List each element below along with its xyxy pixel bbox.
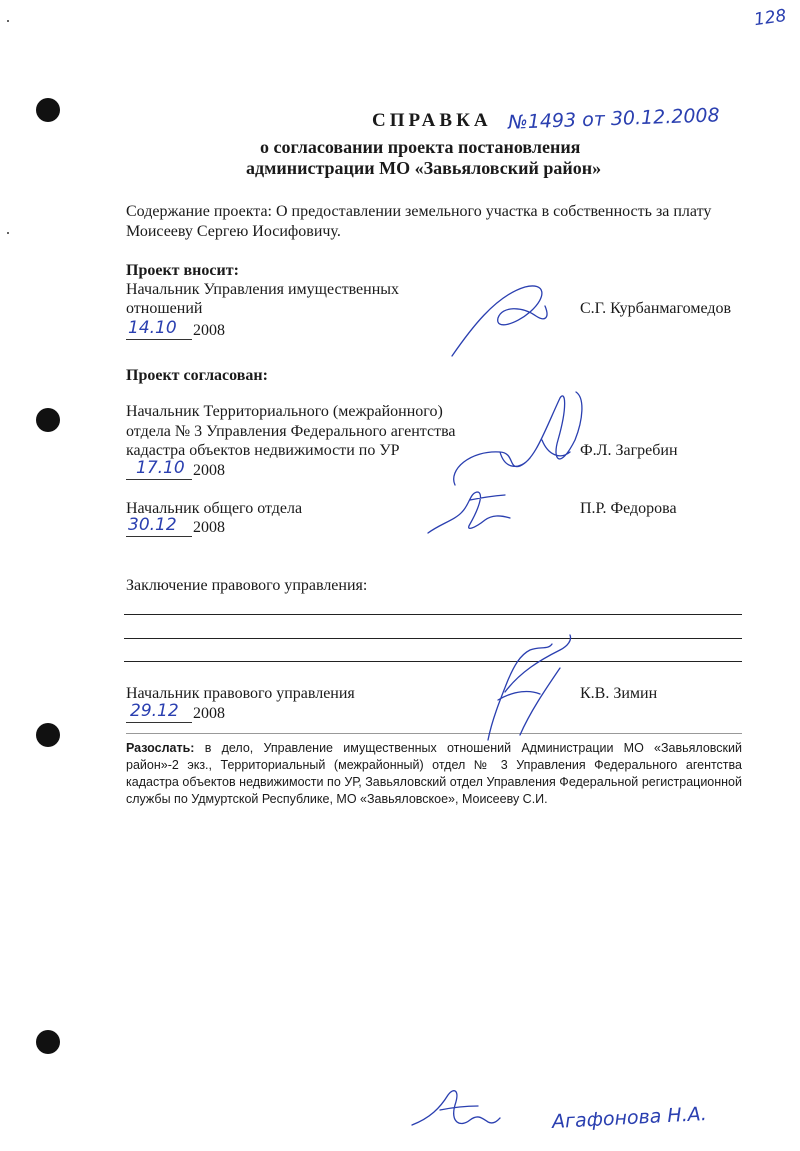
submitter-position-line-2: отношений bbox=[126, 300, 203, 317]
signature-zagrebin bbox=[454, 392, 582, 485]
legal-head-date-handwritten: 29.12 bbox=[130, 701, 179, 721]
submitter-date-handwritten: 14.10 bbox=[128, 318, 177, 338]
submitter-year: 2008 bbox=[193, 322, 225, 339]
approver-1-year: 2008 bbox=[193, 462, 225, 479]
scan-speck bbox=[7, 232, 9, 234]
page-number: 128 bbox=[752, 5, 788, 31]
signature-kurbanmagomedov bbox=[452, 286, 547, 356]
approver-2-year: 2008 bbox=[193, 519, 225, 536]
document-title: СПРАВКА bbox=[372, 110, 492, 131]
approver-1-date-handwritten: 17.10 bbox=[136, 458, 185, 478]
distribution-text: в дело, Управление имущественных отношений Администрации МО «Завьяловский район»-2 экз., Территориальный (межрайонный) отдел № 3 Управления Федерального агентства кадастра объектов недвижимости по УР, Завьяловский отдел Управления Федеральной регистрационной службы по Удмуртской Республике, МО «Завьяловское», Моисееву С.И. bbox=[126, 741, 742, 806]
approver-2-position: Начальник общего отдела bbox=[126, 500, 303, 517]
approver-1-position-line-1: Начальник Территориального (межрайонного) bbox=[126, 403, 443, 420]
submitter-position-line-1: Начальник Управления имущественных bbox=[126, 281, 400, 298]
legal-head-name: К.В. Зимин bbox=[580, 685, 658, 702]
signature-fedorova bbox=[428, 492, 510, 533]
submitter-name: С.Г. Курбанмагомедов bbox=[580, 300, 732, 317]
approver-1-name: Ф.Л. Загребин bbox=[580, 442, 678, 459]
bottom-handwritten-name: Агафонова Н.А. bbox=[551, 1102, 708, 1134]
project-content-line-2: Моисееву Сергею Иосифовичу. bbox=[126, 223, 341, 240]
legal-conclusion-label: Заключение правового управления: bbox=[126, 577, 368, 594]
handwritten-document-number: №1493 от 30.12.2008 bbox=[507, 104, 720, 134]
approved-heading: Проект согласован: bbox=[126, 367, 268, 384]
legal-head-position: Начальник правового управления bbox=[126, 685, 355, 702]
title-line-3: администрации МО «Завьяловский район» bbox=[246, 158, 602, 178]
signature-bottom bbox=[412, 1091, 500, 1125]
approver-2-date-handwritten: 30.12 bbox=[128, 515, 177, 535]
signature-zimin bbox=[488, 635, 571, 740]
scan-speck bbox=[7, 20, 9, 22]
approver-2-name: П.Р. Федорова bbox=[580, 500, 677, 517]
legal-head-year: 2008 bbox=[193, 705, 225, 722]
submitted-by-heading: Проект вносит: bbox=[126, 262, 239, 279]
project-content-line-1: Содержание проекта: О предоставлении земельного участка в собственность за плату bbox=[126, 203, 712, 220]
distribution-label: Разослать: bbox=[126, 741, 195, 755]
approver-1-position-line-2: отдела № 3 Управления Федерального агентства bbox=[126, 423, 456, 440]
approver-1-position-line-3: кадастра объектов недвижимости по УР bbox=[126, 442, 400, 459]
title-line-2: о согласовании проекта постановления bbox=[260, 137, 581, 157]
